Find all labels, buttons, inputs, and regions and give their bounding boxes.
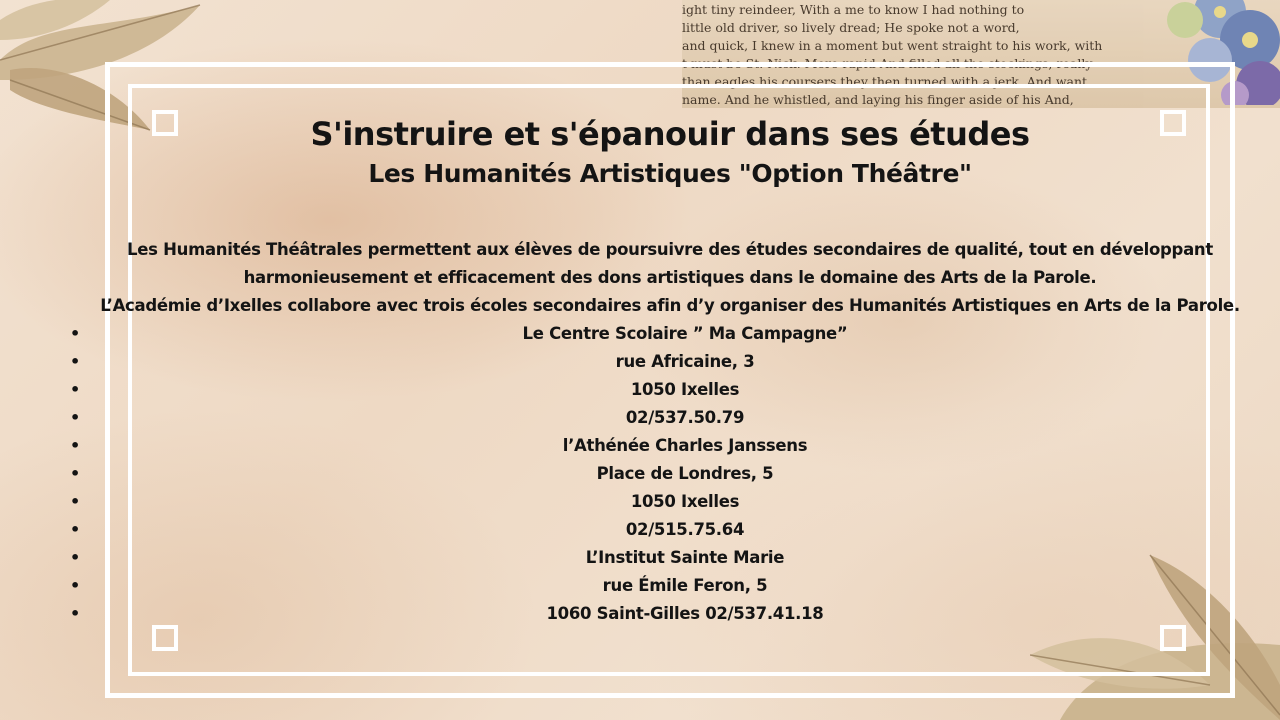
list-item bbox=[60, 348, 1280, 376]
newspaper-line: than eagles his coursers they then turned with a jerk, And want bbox=[682, 74, 1088, 89]
bullet-icon: • bbox=[70, 604, 80, 623]
bullet-icon: • bbox=[70, 464, 80, 483]
list-item-text: 1060 Saint-Gilles 02/537.41.18 bbox=[546, 604, 824, 623]
list-item bbox=[60, 432, 1280, 460]
bullet-icon: • bbox=[70, 548, 80, 567]
page-title: S'instruire et s'épanouir dans ses études bbox=[310, 115, 1030, 153]
bullet-icon: • bbox=[70, 520, 80, 539]
list-item bbox=[60, 544, 1280, 572]
list-item bbox=[60, 600, 1280, 628]
bullet-icon: • bbox=[70, 492, 80, 511]
list-item bbox=[60, 488, 1280, 516]
newspaper-line: little old driver, so lively dread; He spoke not a word, bbox=[682, 20, 1020, 35]
newspaper-line: name. And he whistled, and laying his finger aside of his And, bbox=[682, 92, 1074, 107]
list-item bbox=[60, 404, 1280, 432]
list-item-text: 02/537.50.79 bbox=[625, 408, 745, 427]
list-item-text: rue Émile Feron, 5 bbox=[602, 576, 768, 595]
page-subtitle: Les Humanités Artistiques "Option Théâtre" bbox=[368, 159, 972, 188]
frame-corner bbox=[152, 625, 178, 651]
list-item bbox=[60, 376, 1280, 404]
flower-decoration bbox=[1150, 0, 1280, 105]
list-item-text: 1050 Ixelles bbox=[630, 380, 740, 399]
newspaper-line: and quick, I knew in a moment but went straight to his work, with bbox=[682, 38, 1103, 53]
bullet-icon: • bbox=[70, 324, 80, 343]
list-item-text: L’Institut Sainte Marie bbox=[585, 548, 785, 567]
list-item-text: rue Africaine, 3 bbox=[615, 352, 755, 371]
bullet-icon: • bbox=[70, 576, 80, 595]
collaboration-paragraph: L’Académie d’Ixelles collabore avec trois écoles secondaires afin d’y organiser des Humanités Artistiques en Arts de la Parole. bbox=[100, 296, 1240, 315]
list-item-text: 02/515.75.64 bbox=[625, 520, 745, 539]
list-item-text: l’Athénée Charles Janssens bbox=[562, 436, 808, 455]
list-item bbox=[60, 572, 1280, 600]
bullet-icon: • bbox=[70, 352, 80, 371]
list-item bbox=[60, 460, 1280, 488]
list-item bbox=[60, 516, 1280, 544]
newspaper-line: t must be St. Nick. More rapid And filled all the stockings; really bbox=[682, 56, 1093, 71]
schools-list bbox=[60, 320, 1280, 628]
intro-paragraph: Les Humanités Théâtrales permettent aux élèves de poursuivre des études secondaires de qualité, tout en développant harmonieusement et efficacement des dons artistiques dans le domaine des Arts de la Parole. bbox=[127, 240, 1213, 287]
list-item bbox=[60, 320, 1280, 348]
list-item-text: Le Centre Scolaire ” Ma Campagne” bbox=[522, 324, 848, 343]
bullet-icon: • bbox=[70, 408, 80, 427]
frame-corner bbox=[1160, 625, 1186, 651]
list-item-text: Place de Londres, 5 bbox=[596, 464, 774, 483]
bullet-icon: • bbox=[70, 436, 80, 455]
main-content bbox=[60, 112, 1280, 628]
list-item-text: 1050 Ixelles bbox=[630, 492, 740, 511]
newspaper-line: ight tiny reindeer, With a me to know I had nothing to bbox=[682, 2, 1025, 17]
bullet-icon: • bbox=[70, 380, 80, 399]
